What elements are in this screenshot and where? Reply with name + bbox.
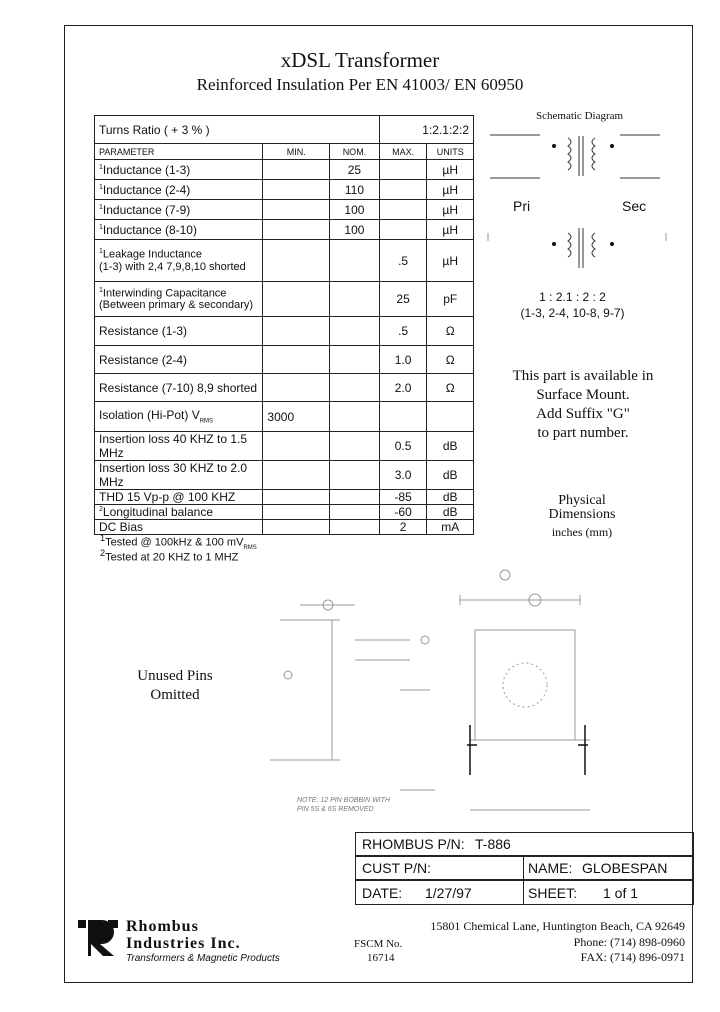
date-label: DATE:	[362, 885, 403, 901]
units-cell: pF	[427, 282, 474, 317]
spec-row	[95, 240, 474, 282]
min-cell	[263, 346, 330, 374]
nom-cell: 25	[330, 160, 380, 180]
min-cell	[263, 374, 330, 402]
param-cell: DC Bias	[95, 520, 263, 535]
param-cell: Resistance (1-3)	[95, 317, 263, 346]
min-cell	[263, 240, 330, 282]
max-cell	[379, 402, 427, 432]
spec-row	[95, 220, 474, 240]
nom-cell: 100	[330, 220, 380, 240]
schematic-sec-label: Sec	[622, 198, 647, 214]
turns-ratio-value: 1:2.1:2:2	[379, 116, 473, 144]
units-cell: Ω	[427, 317, 474, 346]
spec-row	[95, 490, 474, 505]
units-cell: Ω	[427, 374, 474, 402]
units-cell: µH	[427, 160, 474, 180]
nom-cell	[330, 402, 380, 432]
units-cell: µH	[427, 240, 474, 282]
col-parameter: PARAMETER	[95, 144, 263, 160]
footnote-1: $^1$Tested @ 100kHz & 100 $mV_{RMS}$	[100, 533, 257, 551]
min-cell	[263, 282, 330, 317]
units-cell: mA	[427, 520, 474, 535]
dimension-drawing	[260, 560, 600, 820]
name-label: NAME:	[528, 860, 573, 876]
param-cell: Resistance (7-10) 8,9 shorted	[95, 374, 263, 402]
spec-row	[95, 180, 474, 200]
drawing-note-1: NOTE: 12 PIN BOBBIN WITH	[297, 797, 390, 804]
param-cell: Resistance (2-4)	[95, 346, 263, 374]
company-phone: Phone: (714) 898-0960	[573, 935, 685, 949]
units-cell	[427, 402, 474, 432]
title-block-row3	[355, 880, 694, 905]
max-cell: 2.0	[379, 374, 427, 402]
max-cell	[379, 200, 427, 220]
min-cell	[263, 461, 330, 490]
max-cell: 0.5	[379, 432, 427, 461]
units-cell: µH	[427, 200, 474, 220]
units-cell: dB	[427, 432, 474, 461]
schematic-title: Schematic Diagram	[536, 110, 624, 122]
units-cell: µH	[427, 220, 474, 240]
param-cell: $^1$Interwinding Capacitance (Between primary & secondary)	[95, 282, 263, 317]
max-cell: .5	[379, 240, 427, 282]
col-units: UNITS	[427, 144, 474, 160]
min-cell	[263, 432, 330, 461]
min-cell	[263, 180, 330, 200]
param-cell: THD 15 Vp-p @ 100 KHZ	[95, 490, 263, 505]
title-block-divider	[523, 856, 524, 905]
max-cell	[379, 220, 427, 240]
turns-ratio-label: Turns Ratio ( + 3 % )	[95, 116, 380, 144]
min-cell	[263, 505, 330, 520]
cust-pn-label: CUST P/N:	[362, 860, 431, 876]
company-name-2: Industries Inc.	[126, 935, 241, 952]
min-cell	[263, 520, 330, 535]
units-cell: Ω	[427, 346, 474, 374]
company-fax: FAX: (714) 896-0971	[580, 950, 685, 964]
param-cell: Insertion loss 40 KHZ to 1.5 MHz	[95, 432, 263, 461]
max-cell: 2	[379, 520, 427, 535]
units-cell: dB	[427, 490, 474, 505]
col-nom: NOM.	[330, 144, 380, 160]
nom-cell	[330, 317, 380, 346]
max-cell: .5	[379, 317, 427, 346]
param-cell: $^1$Inductance (8-10)	[95, 220, 263, 240]
param-cell: $^2$Longitudinal balance	[95, 505, 263, 520]
nom-cell	[330, 374, 380, 402]
min-cell	[263, 200, 330, 220]
nom-cell	[330, 240, 380, 282]
fscm-value: 16714	[367, 952, 395, 964]
name-value: GLOBESPAN	[582, 860, 668, 876]
schematic-diagram	[480, 128, 680, 278]
min-cell: 3000	[263, 402, 330, 432]
spec-row	[95, 160, 474, 180]
max-cell: 25	[379, 282, 427, 317]
nom-cell	[330, 432, 380, 461]
param-cell: $^1$Leakage Inductance (1-3) with 2,4 7,9,8,10 shorted	[95, 240, 263, 282]
param-cell: $^1$Inductance (1-3)	[95, 160, 263, 180]
max-cell: 3.0	[379, 461, 427, 490]
surface-mount-note: This part is available in Surface Mount. Add Suffix "G" to part number.	[512, 368, 654, 441]
min-cell	[263, 317, 330, 346]
units-label: inches (mm)	[551, 525, 613, 539]
max-cell: -85	[379, 490, 427, 505]
nom-cell	[330, 490, 380, 505]
max-cell	[379, 180, 427, 200]
param-cell: $^1$Inductance (7-9)	[95, 200, 263, 220]
param-cell: Isolation (Hi-Pot) $V_{RMS}$	[95, 402, 263, 432]
col-min: MIN.	[263, 144, 330, 160]
spec-table	[94, 115, 474, 535]
pn-label: RHOMBUS P/N:	[362, 836, 465, 852]
units-cell: µH	[427, 180, 474, 200]
spec-row	[95, 432, 474, 461]
nom-cell	[330, 346, 380, 374]
company-tagline: Transformers & Magnetic Products	[126, 953, 280, 964]
page-subtitle: Reinforced Insulation Per EN 41003/ EN 60950	[196, 75, 524, 94]
company-name-1: Rhombus	[126, 918, 199, 935]
schematic-ratio: 1 : 2.1 : 2 : 2	[539, 290, 606, 304]
fscm-label: FSCM No.	[354, 938, 403, 950]
spec-row	[95, 317, 474, 346]
turns-ratio-row	[95, 116, 474, 144]
min-cell	[263, 220, 330, 240]
min-cell	[263, 160, 330, 180]
nom-cell	[330, 520, 380, 535]
max-cell: -60	[379, 505, 427, 520]
nom-cell: 110	[330, 180, 380, 200]
units-cell: dB	[427, 505, 474, 520]
date-value: 1/27/97	[425, 885, 472, 901]
spec-row	[95, 282, 474, 317]
table-header	[95, 144, 474, 160]
min-cell	[263, 490, 330, 505]
max-cell: 1.0	[379, 346, 427, 374]
page-title: xDSL Transformer	[280, 48, 440, 72]
spec-row	[95, 374, 474, 402]
sheet-value: 1 of 1	[603, 885, 639, 901]
spec-row	[95, 402, 474, 432]
nom-cell	[330, 282, 380, 317]
unused-pins-note: Unused Pins Omitted	[137, 668, 213, 703]
col-max: MAX.	[379, 144, 427, 160]
param-cell: $^1$Inductance (2-4)	[95, 180, 263, 200]
nom-cell	[330, 505, 380, 520]
spec-row	[95, 461, 474, 490]
units-cell: dB	[427, 461, 474, 490]
sheet-label: SHEET:	[528, 885, 578, 901]
physical-title: Physical	[558, 493, 606, 508]
drawing-note-2: PIN 5S & 6S REMOVED	[297, 806, 374, 813]
spec-row	[95, 200, 474, 220]
spec-row	[95, 505, 474, 520]
param-cell: Insertion loss 30 KHZ to 2.0 MHz	[95, 461, 263, 490]
nom-cell	[330, 461, 380, 490]
schematic-pri-label: Pri	[513, 198, 531, 214]
dimensions-title: Dimensions	[548, 507, 616, 522]
nom-cell: 100	[330, 200, 380, 220]
footnote-2: $^2$Tested at 20 KHZ to 1 MHZ	[100, 548, 239, 564]
pn-value: T-886	[475, 836, 511, 852]
max-cell	[379, 160, 427, 180]
rhombus-logo-icon	[78, 918, 120, 958]
schematic-pins: (1-3, 2-4, 10-8, 9-7)	[520, 306, 625, 320]
spec-row	[95, 346, 474, 374]
company-address: 15801 Chemical Lane, Huntington Beach, CA 92649	[430, 919, 685, 933]
